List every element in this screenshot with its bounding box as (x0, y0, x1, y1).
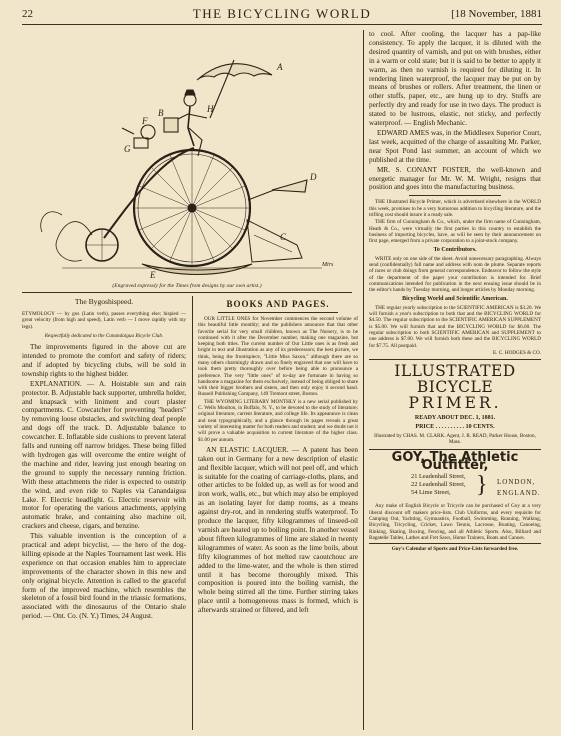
label-d: D (310, 172, 317, 182)
issue-date: [18 November, 1881 (451, 8, 542, 20)
bicycle-illustration (22, 40, 352, 280)
contributors-text: WRITE only on one side of the sheet. Avoid unnecessary paragraphing. Always send (confidentially) full name and address with nom de plume. Separate reports of races or club doings from general correspondence. Endeavor to follow the style of the department of the paper your contribution is intended for. Brief communications intended for publication in the next ensuing issue should be in the editor's hands by Tuesday morning, and longer articles by Monday morning. (369, 255, 541, 294)
lacquer-paragraph: AN ELASTIC LACQUER. — A patent has been taken out in Germany for a new description of elastic and flexible lacquer, which will not peel off, and which is suitable for the coating of carriage-cloths, plans, and other articles to be folded up, as well as for wood and iron work, walls, etc., but which may also be employed as an isolating layer for damp rooms, as a means against dry-rot, and in rendering stuffs waterproof. To produce the lacquer, fifty kilogrammes of linseed-oil varnish are heated up to boiling point. In another vessel about fifteen kilogrammes of lime are slaked in twenty kilogrammes of water. As soon as the lime boils, about fifty kilogrammes of hot melted raw caoutchouc are added to the lime-water, and the whole is then stirred until it has become thoroughly mixed. This composition is poured into the boiling varnish, the whole being stirred all the time. Further stirring takes place until a homogeneous mass is formed, which is afterwards strained or filtered, and left (198, 445, 358, 615)
middle-column (198, 298, 358, 616)
goy-ad-footer: Goy's Calendar of Sports and Price-Lists forwarded free. (391, 546, 519, 553)
label-g: G (124, 144, 131, 154)
contributors-title: To Contributors. (433, 247, 477, 254)
subscription-title: Bicycling World and Scientific American. (402, 296, 508, 303)
page-number: 22 (22, 8, 33, 20)
goy-address: 22 Leadenhall Street, (411, 481, 466, 489)
primer-credit: Illustrated by CHAS. M. CLARK. Agent, J. R. READ, Parker House, Boston, Mass. (374, 432, 536, 446)
divider (369, 359, 541, 360)
goy-address: 54 Lime Street, (411, 489, 451, 497)
primer-price: PRICE . . . . . . . . . . 10 CENTS. (415, 424, 495, 431)
umbrella (197, 64, 272, 80)
section-title: BOOKS AND PAGES. (226, 299, 330, 309)
right-paragraph: MR. S. CONANT FOSTER, the well-known and energetic manager for Mr. W. M. Wright, resigns that position and goes into the manufacturing business. (369, 165, 541, 192)
article-title: The Bygoshispeed. (74, 297, 134, 306)
article-paragraph: EXPLANATION. — A. Hoistable sun and rain protector. B. Adjustable back supporter, umbrella holder, and knapsack with liniment and court plaster compartments. C. Cowcatcher for preventing "headers" by removing loose obstacles, and switching deaf people and dogs off the track. D. Adjustable balance to cowcatcher. E. Inflatable side cushions to prevent lateral falls and running off narrow bridges. These being filled with hydrogen gas will overcome the entire weight of the machine and rider, leaving just enough bearing on the ground to supply the necessary running friction. With these attachments the rider is expected to outstrip the wind, and even ride to Naples via Canandaigua Lake. F. Electric headlight. G. Electric reservoir with motor for operating the various attachments, applying automatic brake, and containing also machine oil, crackers and cheese, cigars, and benzine. (22, 379, 186, 531)
subscription-signature: E. C. HODGES & CO. (493, 349, 541, 356)
review-paragraph: OUR LITTLE ONES for November commences the second volume of this beautiful little monthly; and the publishers announce that that other favorite serial for very small children, known as The Nursery, is to be continued with it after the December number, making one magazine, but keeping both titles. The current number of Our Little ones is as fresh and bright in text and illustration as any of its predecessors; the best picture, we think, being the frontispiece, "Little Miss Saxon," although there are so many others charmingly drawn and so finely engraved that one will have to look them pretty thoroughly over before being able to pronounce a preference. The very "little ones" of to-day are fortunate in having so handsome a magazine for them exclusively, instead of being obliged to share with their bigger brothers and sisters, and then only enjoy it second hand. Russell Publishing Company, 149 Tremont street, Boston. (198, 315, 358, 398)
divider (409, 195, 501, 196)
label-h: H (207, 104, 214, 114)
goy-ad-text: Any make of English Bicycle or Tricycle can be purchased of Goy at a very liberal discount off makers price-lists. Club Uniforms, and every requisite for Camping Out, Yachting, Gymnastics, Football, Swimming, Running, Walking, Bicycling, Tricycling, Cricket, Lawn Tennis, Lacrosse, Boating, Canoeing, Rinking, Skating, Boxing, Fencing, and all Athletic Sports. Also, Billiard and Bagatelle Tables, Lathes and Fret Saws, Home Trainers, Boats and Canoes. (369, 503, 541, 541)
left-column (22, 298, 186, 622)
section-rule (218, 312, 338, 313)
article-paragraph: This valuable invention is the conception of a practical and adept bicyclist, — the hero of the dog-killing episode at the Naples Tournament last week. His experience on that occasion enables him to appreciate improvements of the character shown in this new and only original bicycle. Attention is called to the graceful form of the improved machine, which resembles the skeleton of a fossil bird found in the triassic formations, associated with the dinosaurus of the Ontario shale period. — Ont. Co. (N. Y.) Times, 24 August. (22, 532, 186, 621)
dedication: Respectfully dedicated to the Canandaigua Bicycle Club. (44, 332, 164, 339)
article-paragraph: The improvements figured in the above cut are intended to promote the comfort and safety of riders; and if adopted by bicycling clubs, will be sold in township rights to the highest bidder. (22, 343, 186, 378)
review-paragraph: THE WYOMING LITERARY MONTHLY is a new serial published by C. Wells Moulton, in Buffalo, N. Y., to be devoted to the study of literature; original literature, current literature, and college life. Its appearance is clean and neat typographically, and a glance through its pages reveals a great variety of interesting matter for both readers and student; and we doubt not it will prove a valuable acquisition to current literature of the higher class. $1.00 per annum. (198, 398, 358, 443)
column-rule-left (192, 296, 193, 730)
label-c: C (280, 232, 287, 242)
note-paragraph: THE Illustrated Bicycle Primer, which is advertised elsewhere in the WORLD this week, promises to be a very humorous addition to bicycling literature, and the trifling cost should insure it a ready sale. (369, 199, 541, 218)
brace-glyph: } (476, 472, 488, 499)
goy-addresses (369, 473, 541, 501)
divider (369, 543, 541, 544)
illustration-caption: (Engraved expressly for the Times from designs by our own artist.) (112, 283, 262, 289)
column-rule-right (363, 30, 364, 730)
etymology: ETYMOLOGY — by gos (Latin verb), passes everything else; hispied — great velocity (from high and speed), Latin verb — I move rapidly with my legs). (22, 310, 186, 330)
note-paragraph: THE firm of Cunningham & Co., which, under the firm name of Cunningham, Heath & Co., were virtually the first parties in this country to establish the business of importing bicycles, have, as will be seen by their announcement on first page, emerged from a private corporation to a joint-stock company. (369, 219, 541, 245)
label-b: B (158, 108, 164, 118)
primer-ready: READY ABOUT DEC. 1, 1881. (414, 415, 496, 422)
cowcatcher (247, 220, 302, 262)
illustration-rule (22, 292, 352, 293)
label-e: E (150, 270, 156, 280)
right-paragraph: to cool. After cooling, the lacquer has a pap-like consistency. To apply the lacquer, it is diluted with the desired quantity of varnish, and put on with brushes, either in a warm or cold state; but it is said to be better to apply it warm, as then no varnish is required for diluting it. In rendering linen waterproof, the lacquer may be put on by means of brushes or rollers. After treatment, the linen or other stuffs, paper, etc., are hung up to dry. Stuffs are perfectly dry and ready for use in two days. The product is stated to be lustrous, elastic, not sticky, and perfectly waterproof. — English Mechanic. (369, 30, 541, 128)
artist-signature: Mirs (322, 262, 334, 268)
label-a: A (277, 62, 283, 72)
label-f: F (142, 116, 148, 126)
goy-ad-title: GOY, The Athletic Outfitter, (391, 449, 519, 474)
subscription-text: THE regular yearly subscription to the SCIENTIFIC AMERICAN is $3.20. We will furnish a year's subscription to both that and the BICYCLING WORLD for $4.50. The regular subscription to the SCIENTIFIC AMERICAN SUPPLEMENT is $5.00. We will furnish that and the BICYCLING WORLD for $6.00. The regular subscription to both SCIENTIFIC AMERICAN and SUPPLEMENT to one address is $7.00. We will furnish both these and the BICYCLING WORLD for $7.75. All postpaid. (369, 304, 541, 349)
publication-title: THE BICYCLING WORLD (192, 6, 372, 21)
goy-address: 21 Leadenhall Street, (411, 473, 466, 481)
goy-country: ENGLAND. (497, 489, 541, 498)
header-rule (22, 24, 542, 25)
primer-ad-title: ILLUSTRATED BICYCLE (394, 362, 516, 397)
primer-ad-subtitle: PRIMER. (408, 394, 502, 413)
right-column (369, 30, 541, 552)
right-paragraph: EDWARD AMES was, in the Middlesex Superior Court, last week, acquitted of the charge of assaulting Mr. Parker, near Spot Pond last summer, an account of which we published at the time. (369, 128, 541, 164)
page-header (22, 6, 542, 22)
goy-city: LONDON, (497, 478, 536, 487)
